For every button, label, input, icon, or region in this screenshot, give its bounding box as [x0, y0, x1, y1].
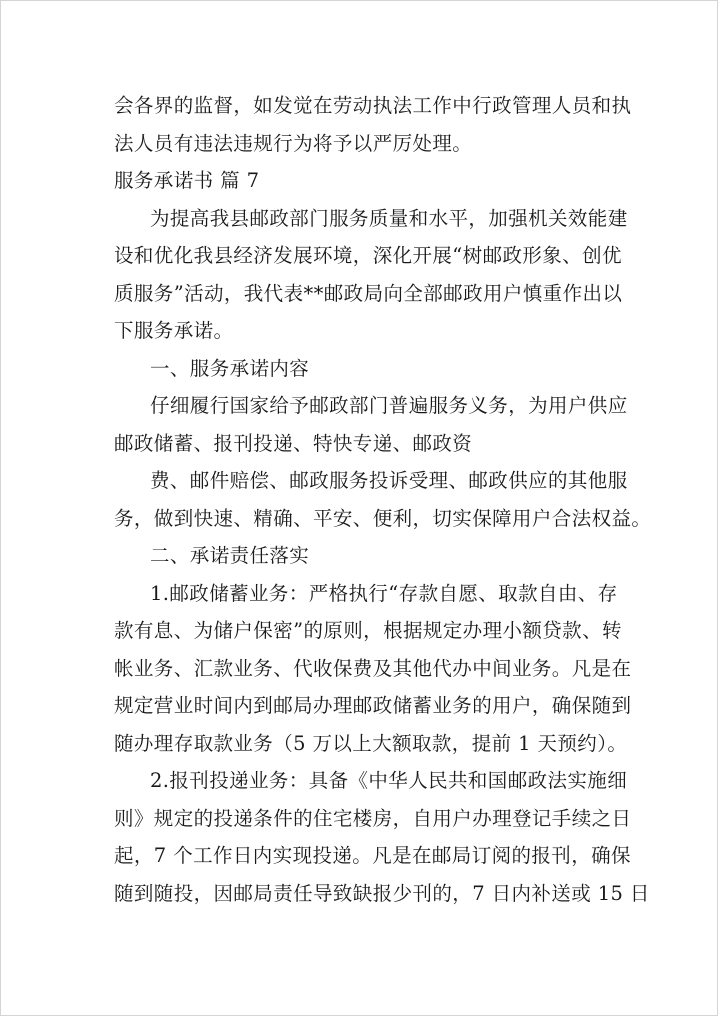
text-line: 规定营业时间内到邮局办理邮政储蓄业务的用户，确保随到: [114, 694, 632, 717]
text-line: 为提高我县邮政部门服务质量和水平，加强机关效能建: [150, 206, 628, 230]
text-line: 设和优化我县经济发展环境，深化开展“树邮政形象、创优: [114, 244, 622, 267]
text-line: 帐业务、汇款业务、代收保费及其他代办中间业务。凡是在: [114, 656, 632, 680]
subsection-heading: 二、承诺责任落实: [150, 544, 310, 567]
text-line: 2.报刊投递业务：具备《中华人民共和国邮政法实施细: [150, 769, 628, 792]
text-line: 法人员有违法违规行为将予以严厉处理。: [114, 131, 473, 155]
text-line: 起，7 个工作日内实现投递。凡是在邮局订阅的报刊，确保: [114, 844, 631, 867]
text-line: 款有息、为储户保密”的原则，根据规定办理小额贷款、转: [114, 619, 622, 642]
text-line: 质服务”活动，我代表**邮政局向全部邮政用户慎重作出以: [114, 281, 623, 305]
text-line: 随办理存取款业务（5 万以上大额取款，提前 1 天预约）。: [114, 731, 628, 755]
text-line: 1.邮政储蓄业务：严格执行“存款自愿、取款自由、存: [150, 581, 618, 605]
text-line: 务，做到快速、精确、平安、便利，切实保障用户合法权益。: [114, 506, 652, 530]
text-line: 下服务承诺。: [114, 319, 234, 342]
text-line: 仔细履行国家给予邮政部门普遍服务义务，为用户供应: [150, 394, 628, 417]
document-body: [114, 87, 652, 912]
section-heading: 服务承诺书 篇 7: [114, 169, 260, 192]
text-line: 会各界的监督，如发觉在劳动执法工作中行政管理人员和执: [114, 94, 632, 117]
text-line: 费、邮件赔偿、邮政服务投诉受理、邮政供应的其他服: [150, 469, 628, 492]
subsection-heading: 一、服务承诺内容: [150, 356, 310, 380]
text-line: 随到随投，因邮局责任导致缺报少刊的，7 日内补送或 15 日: [114, 881, 650, 905]
text-line: 邮政储蓄、报刊投递、特快专递、邮政资: [114, 431, 473, 455]
text-line: 则》规定的投递条件的住宅楼房，自用户办理登记手续之日: [114, 806, 632, 830]
